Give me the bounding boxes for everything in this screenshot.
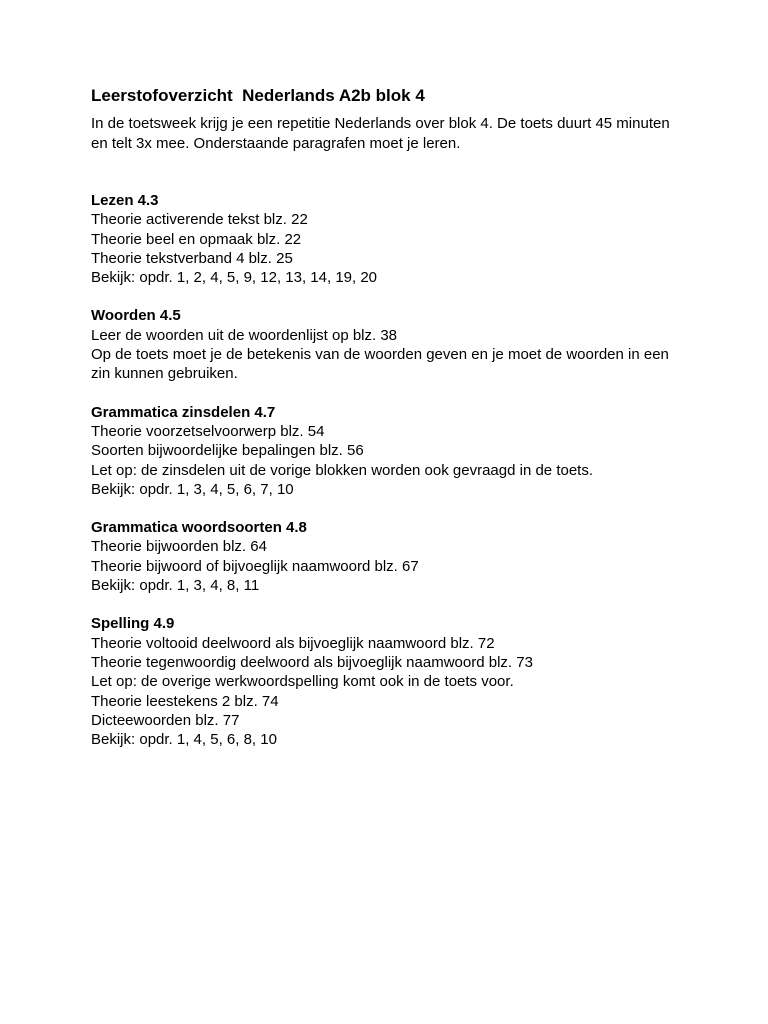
section-line: Op de toets moet je de betekenis van de woorden geven en je moet de woorden in een zin kunnen gebruiken. [91,346,669,383]
sections-list [91,191,688,749]
section-grammatica-woordsoorten [91,518,688,595]
section-line: Bekijk: opdr. 1, 3, 4, 5, 6, 7, 10 [91,480,294,498]
section-line: Leer de woorden uit de woordenlijst op blz. 38 [91,326,398,344]
section-line: Let op: de overige werkwoordspelling komt ook in de toets voor. [91,673,514,691]
section-line: Bekijk: opdr. 1, 4, 5, 6, 8, 10 [91,731,277,749]
section-heading: Lezen 4.3 [91,192,159,209]
document-title: Leerstofoverzicht Nederlands A2b blok 4 [91,86,425,105]
section-heading: Spelling 4.9 [91,615,175,633]
section-line: Bekijk: opdr. 1, 2, 4, 5, 9, 12, 13, 14, 19, 20 [91,269,378,287]
section-line: Theorie voorzetselvoorwerp blz. 54 [91,422,325,440]
section-spelling [91,614,688,749]
section-heading: Grammatica zinsdelen 4.7 [91,403,276,421]
section-lezen [91,191,688,287]
section-line: Let op: de zinsdelen uit de vorige blokken worden ook gevraagd in de toets. [91,461,594,479]
section-line: Theorie activerende tekst blz. 22 [91,211,308,229]
section-line: Theorie tegenwoordig deelwoord als bijvoeglijk naamwoord blz. 73 [91,653,533,671]
document-intro: In de toetsweek krijg je een repetitie Nederlands over blok 4. De toets duurt 45 minuten en telt 3x mee. Onderstaande paragrafen moet je leren. [91,115,670,152]
section-line: Theorie bijwoord of bijvoeglijk naamwoord blz. 67 [91,557,419,575]
section-woorden [91,306,688,383]
section-line: Theorie leestekens 2 blz. 74 [91,692,279,710]
section-line: Bekijk: opdr. 1, 3, 4, 8, 11 [91,577,260,595]
section-line: Theorie beel en opmaak blz. 22 [91,230,302,248]
section-heading: Woorden 4.5 [91,307,181,325]
section-line: Dicteewoorden blz. 77 [91,711,240,729]
section-line: Soorten bijwoordelijke bepalingen blz. 56 [91,442,364,460]
section-line: Theorie tekstverband 4 blz. 25 [91,249,293,267]
section-grammatica-zinsdelen [91,403,688,499]
section-heading: Grammatica woordsoorten 4.8 [91,519,307,537]
section-line: Theorie bijwoorden blz. 64 [91,538,267,556]
section-line: Theorie voltooid deelwoord als bijvoeglijk naamwoord blz. 72 [91,634,495,652]
